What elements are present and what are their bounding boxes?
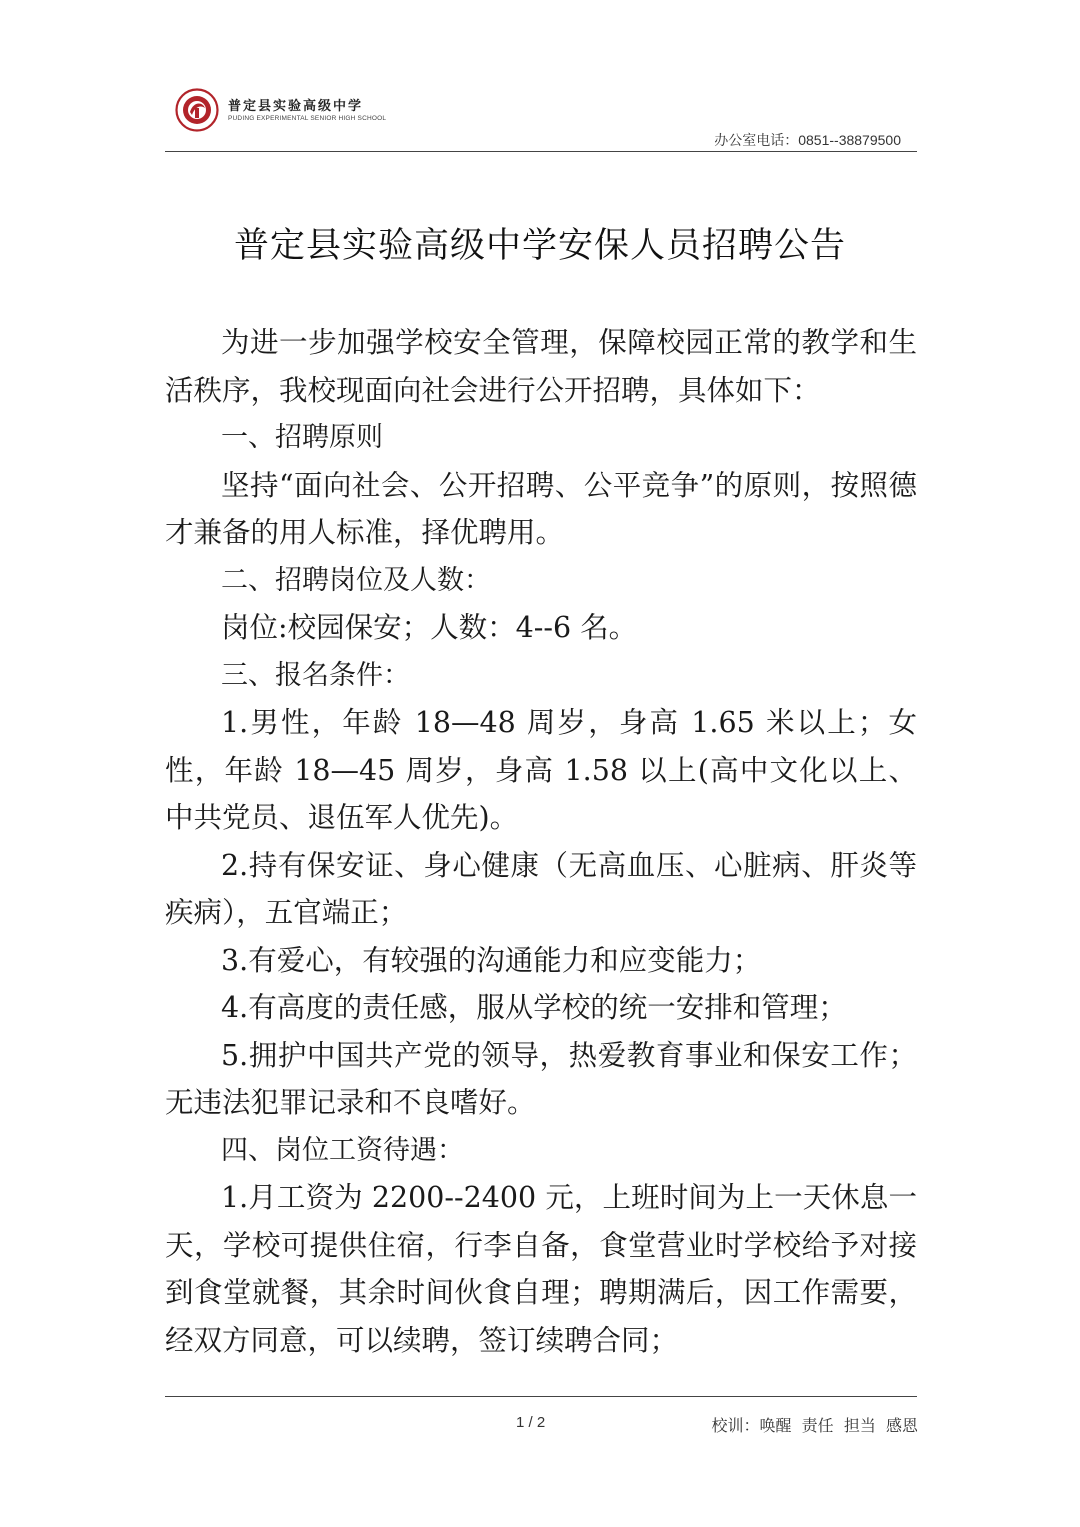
intro-paragraph: 为进一步加强学校安全管理，保障校园正常的教学和生活秩序，我校现面向社会进行公开招聘，具体如下： [165,326,917,407]
school-name-chinese: 普定县实验高级中学 [228,99,364,114]
header-divider [165,151,917,152]
requirement-item: 2.持有保安证、身心健康（无高血压、心脏病、肝炎等疾病），五官端正； [165,848,917,929]
section-heading-principles: 一、招聘原则 [221,422,383,453]
section-text-principles: 坚持“面向社会、公开招聘、公平竞争”的原则，按照德才兼备的用人标准，择优聘用。 [165,468,917,549]
section-heading-requirements: 三、报名条件： [221,659,410,691]
requirement-item: 5.拥护中国共产党的领导，热爱教育事业和保安工作；无违法犯罪记录和不良嗜好。 [165,1038,917,1119]
requirement-item: 3.有爱心，有较强的沟通能力和应变能力； [221,943,762,977]
office-phone: 办公室电话：0851--38879500 [714,132,901,148]
requirement-item: 4.有高度的责任感，服从学校的统一安排和管理； [221,991,847,1024]
school-seal-logo [175,88,219,132]
letterhead [165,82,917,154]
page-number: 1 / 2 [516,1414,546,1431]
school-motto: 校训：唤醒 责任 担当 感恩 [711,1416,918,1435]
section-text-positions: 岗位:校园保安；人数：4--6 名。 [221,611,638,644]
page-title: 普定县实验高级中学安保人员招聘公告 [233,226,846,266]
document-body [165,319,917,1364]
section-heading-positions: 二、招聘岗位及人数： [221,564,491,596]
salary-item: 1.月工资为 2200--2400 元，上班时间为上一天休息一天，学校可提供住宿，行李自备，食堂营业时学校给予对接到食堂就餐，其余时间伙食自理；聘期满后，因工作需要，经双方同意，可以续聘，签订续聘合同； [165,1181,917,1357]
requirement-item: 1.男性，年龄 18—48 周岁，身高 1.65 米以上；女性，年龄 18—45 周岁，身高 1.58 以上(高中文化以上、中共党员、退伍军人优先)。 [165,706,917,834]
section-heading-salary: 四、岗位工资待遇： [221,1134,464,1166]
footer-divider [165,1396,917,1397]
school-name-english: PUDING EXPERIMENTAL SENIOR HIGH SCHOOL [228,115,387,122]
